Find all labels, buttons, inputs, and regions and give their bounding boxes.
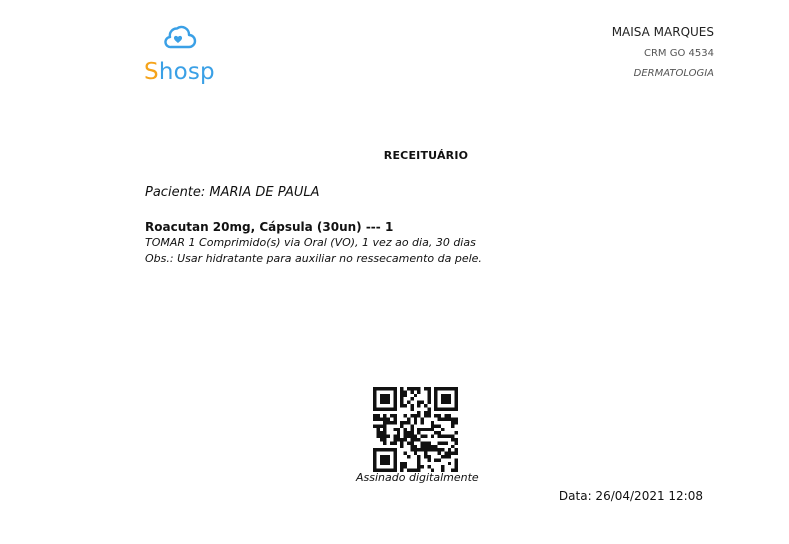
doctor-crm: CRM GO 4534 [644,48,714,59]
medication-name: Roacutan 20mg, Cápsula (30un) --- 1 [145,220,394,234]
medication-dosage: TOMAR 1 Comprimido(s) via Oral (VO), 1 vez ao dia, 30 dias [145,236,476,249]
brand-name: Shosp [144,59,215,85]
medication-observation: Obs.: Usar hidratante para auxiliar no ressecamento da pele. [145,252,482,265]
qr-code-icon [373,387,458,472]
doctor-name: MAISA MARQUES [611,25,714,39]
cloud-heart-icon [161,22,197,52]
document-title: RECEITUÁRIO [383,149,469,162]
issue-date: Data: 26/04/2021 12:08 [558,489,703,503]
doctor-info [612,22,714,84]
patient-name: Paciente: MARIA DE PAULA [145,185,320,200]
digital-signature-label: Assinado digitalmente [356,471,479,484]
doctor-specialty: DERMATOLOGIA [633,68,714,79]
brand-logo [144,22,224,92]
